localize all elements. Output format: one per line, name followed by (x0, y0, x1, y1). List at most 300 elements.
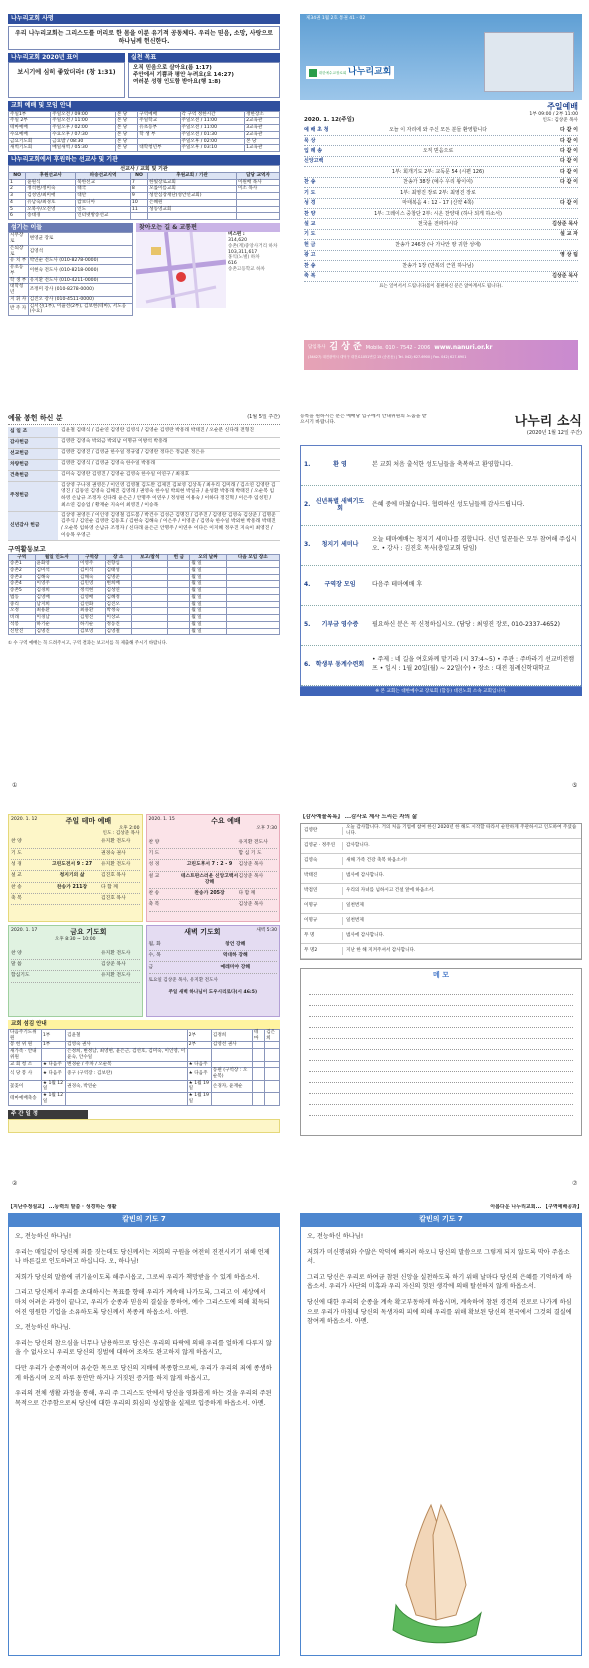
table-row (9, 186, 280, 193)
news-text: 은혜 중에 마쳤습니다. 협력하신 성도님들께 감사드립니다. (372, 500, 525, 508)
table-cell: 월 일 (190, 621, 226, 628)
thanks-row (301, 824, 581, 839)
logo-icon (309, 69, 317, 77)
offering-label: 십 일 조 (8, 427, 58, 437)
order-leader: 다 같 이 (560, 179, 578, 186)
table-cell: 김영철 (105, 628, 132, 635)
table-cell: ★ 다음주 (41, 1061, 65, 1068)
order-row (304, 240, 578, 250)
prayer-paragraph: 저희가 미신행위와 수많은 악덕에 빠지려 하오니 당신의 말씀으로 그렇게 되지 않도록 막아 주옵소서. (307, 1248, 570, 1266)
offering-row (8, 438, 280, 449)
table-cell (132, 628, 168, 635)
service-cell: 다 함 께 (100, 884, 118, 890)
thanks-name: 무 명 (301, 932, 343, 940)
table-cell (226, 588, 279, 595)
table-cell: 본 당 (115, 118, 137, 125)
news-intro: 등록을 원하시는 분은 예배당 입구에서 안내위원의 도움을 받으시기 바랍니다. (300, 414, 427, 425)
table-cell: 김성연 (105, 588, 132, 595)
table-cell: 월 일 (190, 615, 226, 622)
prayer-paragraph: 그리고 당신은 우리로 하여금 참된 신앙을 실천하도록 하기 위해 날마다 당신의 은혜를 기억하게 하옵소서. 우리가 사단의 미혹과 우리 자신의 헛된 생각에 의해 탈선하지 않게 하옵소서. (307, 1273, 572, 1291)
table-cell: 변희배 (105, 581, 132, 588)
table-cell (168, 561, 190, 568)
service-cell (181, 902, 239, 908)
news-num: 2. (304, 501, 311, 509)
table-row (9, 574, 280, 581)
order-leader: 김상준 목사 (552, 273, 578, 280)
service-cell: 성 경 (11, 862, 22, 868)
table-header-cell: 후원교회 / 기관 (148, 172, 237, 179)
table-row (9, 608, 280, 615)
table-cell: 김서진(1부), 이율선(2부), 김보현(테마), 서도웅(수요) (28, 303, 132, 315)
table-cell: 4 (9, 199, 26, 206)
dawn-sun: 주일 새벽 하나님이 도우시리로다(시 46:5) (168, 989, 258, 995)
table-cell: 월 일 (190, 588, 226, 595)
offering-row (8, 427, 280, 438)
news-label: 환 영 (333, 461, 347, 469)
group-title: 구역활동보고 (8, 545, 46, 554)
table-cell: 오정 (9, 608, 36, 615)
service-cell: 유지환 전도사 (100, 950, 131, 956)
table-cell (252, 1068, 264, 1080)
table-row (9, 258, 133, 265)
order-row (304, 251, 578, 261)
table-cell: 주일1부 (9, 111, 51, 118)
order-content: 찬송가 246장 (나 가나안 땅 귀한 성에) (395, 241, 481, 248)
table-row (9, 601, 280, 608)
table-cell: 하기순 (79, 621, 106, 628)
news-num: 3. (304, 541, 311, 549)
news-footer: ※ 본 교회는 대한예수교 장로회 (합동) 대전노회 소속 교회입니다. (300, 687, 582, 697)
left-tag: 【지난주정설교】 ...능력의 말씀 · 성경하는 생활 (8, 1204, 117, 1210)
order-row (304, 219, 578, 229)
table-row (9, 581, 280, 588)
table-cell: 2교육관 (245, 118, 280, 125)
table-cell: 이영주 (79, 561, 106, 568)
thanks-row (301, 914, 581, 929)
table-header-cell: 장 소 (105, 554, 132, 561)
bus-line: 314,620 (228, 238, 247, 244)
order-content: 1부: 회개기도 2부: 교독문 54 (시편 126) (391, 168, 485, 175)
cover-banner (300, 14, 582, 100)
order-label: 예 배 초 청 (304, 127, 329, 134)
table-row (9, 233, 133, 245)
table-cell (252, 1080, 264, 1092)
table-cell (168, 615, 190, 622)
table-cell: 김민영 (79, 581, 106, 588)
table-row (9, 131, 280, 138)
table-cell (187, 1049, 211, 1061)
offering-names: 김미숙 김영란 김영진 / 김영순 김영숙 한수일 이연구 / 최경호 (61, 471, 190, 477)
service-cell: 설 교 (11, 873, 22, 879)
table-cell (168, 628, 190, 635)
table-cell: 수요오후 / 07:30 (51, 131, 116, 138)
table-cell: 태국 (76, 186, 131, 193)
order-content: 마태복음 4 : 12 - 17 (신약 4쪽) (402, 200, 474, 207)
thanks-text: 일천번제 (346, 903, 364, 908)
service-row (149, 849, 278, 860)
bus-line: 송촌고등학교 하차 (228, 266, 265, 272)
order-row (304, 209, 578, 219)
memo-line (309, 1028, 573, 1039)
order-leader: 다 같 이 (560, 127, 578, 134)
practice-item: 여러분 성령 인도함 받아요(행 1:8) (132, 79, 221, 86)
thanks-row (301, 854, 581, 869)
cover-logo-sub: 대한예수교장로회 (318, 71, 347, 75)
news-num: 6. (304, 661, 311, 669)
service-row (11, 948, 140, 959)
table-row (9, 1080, 280, 1092)
fri-box (8, 925, 143, 1017)
table-cell: 월 일 (190, 608, 226, 615)
offering-label: 주정헌금 (8, 482, 58, 511)
thanks-name: 박태진 (301, 872, 343, 880)
service-row (11, 871, 140, 882)
table-cell: 인터넷방송선교 (76, 213, 131, 220)
table-cell: 동편 (구역장 : 오순복) (211, 1068, 252, 1080)
table-cell (226, 561, 279, 568)
table-cell (226, 621, 279, 628)
table-cell (265, 1068, 280, 1080)
table-cell: 최용환 (79, 608, 106, 615)
service-cell: 찬 송 (11, 884, 22, 890)
table-cell: 김윤철 (66, 1029, 188, 1041)
table-cell: 김미석 (35, 567, 79, 574)
table-cell: 박연순 전도사 (010-8278-0000) (28, 258, 132, 265)
order-content: 오직 믿음으로 (422, 147, 454, 154)
service-cell: 다 함 께 (238, 891, 256, 897)
thanks-name: 이명규 (301, 902, 343, 910)
footer-url[interactable]: www.nanuri.or.kr (434, 343, 493, 351)
table-row (9, 567, 280, 574)
order-row (304, 146, 578, 156)
table-cell: 김명진 (79, 615, 106, 622)
service-cell: 유지환 전도사 (100, 973, 131, 979)
service-cell (43, 896, 101, 902)
order-leader (530, 242, 578, 248)
table-cell: 이상교 (105, 615, 132, 622)
table-cell: 은혜원 (148, 199, 237, 206)
theme-box (8, 814, 143, 922)
order-row (304, 199, 578, 209)
service-cell: 찬 송 (148, 891, 160, 897)
memo-line (309, 984, 573, 995)
memo-line (309, 1083, 573, 1094)
table-cell: 새벽기도회 (9, 145, 51, 152)
cover-service: 주일예배 (547, 102, 578, 111)
table-cell: 2부 (187, 1029, 211, 1041)
table-cell: 1교육관 (245, 145, 280, 152)
order-leader: 설 교 자 (560, 231, 578, 238)
thanks-name: 박점연 (301, 887, 343, 895)
table-cell: 법동 (9, 594, 36, 601)
thanks-name: 무 명2 (301, 947, 343, 955)
table-cell: 1부 (41, 1042, 65, 1049)
table-row (9, 193, 280, 200)
table-cell: 변영균 장로 (28, 233, 132, 245)
duty-title: 교회 섬김 안내 (8, 1020, 280, 1029)
fri-date: 2020. 1. 17 (11, 928, 38, 933)
service-row (149, 900, 278, 911)
table-cell: 전향심 (105, 561, 132, 568)
table-cell: 오북수/오진영 (26, 206, 76, 213)
order-content (346, 231, 530, 237)
table-cell: 구역예배 (138, 111, 180, 118)
table-cell: 11 (130, 206, 147, 213)
memo-line (309, 1017, 573, 1028)
table-cell (265, 1042, 280, 1049)
news-label: 구역장 모임 (324, 581, 356, 589)
service-cell: 테스트판스러운 신앙고백서 강해 (180, 873, 239, 885)
table-header-cell: 헌 금 (168, 554, 190, 561)
news-item (301, 606, 581, 646)
worship-title: 교회 예배 및 모임 안내 (8, 101, 280, 111)
order-content: 1부: 최영진 장로 2부: 최영진 장로 (400, 189, 476, 196)
service-row (149, 860, 278, 871)
table-row (9, 145, 280, 152)
order-content (346, 138, 530, 144)
thanks-text: 범사에 감사합니다. (346, 873, 385, 878)
theme-time: 오후 2:00 (118, 825, 140, 831)
table-cell: 하기순 (35, 621, 79, 628)
table-row (9, 277, 133, 284)
table-row (9, 1042, 280, 1049)
service-row (149, 951, 278, 962)
offering-label: 선교헌금 (8, 449, 58, 459)
page-cover (300, 14, 582, 374)
service-row (11, 971, 140, 982)
prayer-paragraph: 오, 전능하신 하나님. (15, 1324, 71, 1332)
table-cell: 변경순 / 주차 / 오순복 (66, 1061, 188, 1068)
service-cell: 유지환 전도사 (238, 839, 268, 845)
table-cell (226, 567, 279, 574)
dawn-title: 새벽 기도회 (184, 928, 221, 936)
table-cell: 성동영교회 (148, 206, 237, 213)
table-row (9, 125, 280, 132)
table-row (9, 179, 280, 186)
footer-pastor-label: 담임목사 (308, 344, 326, 350)
news-text: 오늘 테마예배는 청지기 세미나를 겸합니다. 신년 일꾼들은 모두 참여해 주십시오. • 강사 : 김진호 목사(충일교회 담임) (372, 536, 577, 552)
table-cell: 학 생 부 (10, 277, 27, 283)
news-item (301, 566, 581, 606)
offering-names: 김영란 김영진 / 김영균 한수일 정규엽 / 김영란 정다은 정금분 정은유 (61, 449, 205, 455)
praying-hands-icon (371, 1495, 501, 1645)
table-cell: 대학청년 (9, 284, 29, 296)
table-cell (168, 621, 190, 628)
service-cell: 찬 양 (148, 839, 160, 845)
table-cell: 정석현 (79, 588, 106, 595)
table-cell: 1부 (41, 1029, 65, 1041)
thanks-text: 새해 가족 건강 축복 하옵소서! (346, 858, 407, 863)
news-item (301, 446, 581, 486)
table-cell (130, 213, 147, 220)
table-cell (132, 588, 168, 595)
news-item (301, 646, 581, 686)
order-label: 축 복 (304, 273, 316, 280)
table-row (9, 206, 280, 213)
table-cell (226, 574, 279, 581)
prayer-paragraph: 오, 전능하신 하나님! (307, 1233, 364, 1240)
table-cell: 교 회 청 소 (9, 1061, 42, 1068)
table-cell: 주일오후 / 03:10 (180, 145, 245, 152)
church-building (484, 32, 574, 92)
cover-times: 1부 09:00 / 2부 11:00 (529, 112, 578, 117)
order-label: 묵 상 (304, 137, 316, 144)
table-cell (252, 1061, 264, 1068)
vision-text: 우리 나누리교회는 그리스도를 머리로 한 몸을 이룬 유기적 공동체다. 우리는 믿음, 소망, 사랑으로 하나님께 헌신한다. (8, 26, 280, 50)
table-cell: 김정희 (211, 1029, 252, 1041)
thanks-text: 감사합니다. (346, 843, 370, 848)
table-cell: 꽃꽂이 (9, 1080, 42, 1092)
table-cell: 유초등부 (9, 265, 29, 277)
table-cell (148, 213, 237, 220)
service-cell: 금 (148, 964, 154, 970)
order-of-worship (300, 125, 582, 282)
table-cell (132, 621, 168, 628)
table-cell (138, 138, 180, 145)
table-cell: 금요밤 / 08:30 (51, 138, 116, 145)
service-cell: 김상준 목사 (238, 873, 264, 879)
table-cell: 7 (130, 179, 147, 186)
table-cell: 중리 (9, 601, 36, 608)
service-cell: 김상준 목사 (238, 902, 264, 908)
footer-address: (34427) 대전광역시 대덕구 대전로1051번길 15 (송촌동) | Tel. 042) 627-6900 | Fax. 042) 627-6901 (308, 355, 467, 360)
prayer-text-left (8, 1226, 280, 1656)
page-prayer-left (8, 1204, 280, 1664)
table-cell: 송촌2 (9, 567, 36, 574)
news-list (300, 445, 582, 687)
table-cell: ★ 1월 19일 (187, 1080, 211, 1092)
memo-line (309, 1072, 573, 1083)
table-row (9, 628, 280, 635)
table-cell: 김혜정 (105, 594, 132, 601)
table-header-cell: 구역장 (79, 554, 106, 561)
order-label: 신앙고백 (304, 158, 324, 165)
table-cell: 주일학교 (138, 118, 180, 125)
table-header-cell: NO (9, 172, 26, 179)
news-label: 기부금 영수증 (321, 621, 359, 629)
table-cell (236, 199, 279, 206)
service-row (149, 872, 278, 889)
prayer-paragraph: 다만 우리가 순종적이며 유순한 목으로 당신의 지배에 복종함으로써, 우리가 우리의 죄에 종생하게 하옵시며 오직 하루 동안만 하거나 거짓된 증거를 하지 않게 하옵시고, (15, 1365, 272, 1382)
order-leader: 영 상 팀 (560, 252, 578, 259)
prayer-paragraph: 그리고 당신께서 우리를 초대하시는 목표를 향해 우리가 계속해 나가도록, 그리고 이 세상에서 마치 어려운 과정이 끝나고, 우리가 순종과 믿음의 결실을 통하여, 예수 그리스도에 의해 획득되어진 영원한 기업을 소유하도록 당신께서 복종케 하옵소서. 아멘. (15, 1289, 270, 1316)
cover-preacher: 인도: 김상준 목사 (542, 117, 578, 123)
table-cell: 반 주 자 (9, 303, 29, 315)
table-cell: 주일오후 / 02:00 (180, 138, 245, 145)
table-header-cell: 후원선교사 (26, 172, 76, 179)
order-leader: 다 같 이 (560, 168, 578, 175)
thanks-row (301, 899, 581, 914)
table-row (9, 265, 133, 277)
service-row (11, 894, 140, 905)
table-row (9, 561, 280, 568)
table-cell: 주일 2부 (9, 118, 51, 125)
service-row (149, 837, 278, 848)
prayer-title-right: 칼빈의 기도 7 (300, 1213, 582, 1226)
table-cell: 5 (9, 206, 26, 213)
table-cell: 주일오후 / 02:00 (51, 125, 116, 132)
order-row (304, 167, 578, 177)
table-cell: 이현숙 전도사 (010-8218-0000) (28, 265, 132, 277)
service-cell: 찬 양 (11, 839, 22, 845)
table-cell: 유지환 전도사 (010-4211-0000) (28, 277, 132, 284)
table-cell: 봉 헌 위 원 (9, 1042, 42, 1049)
dawn-time: 새벽 5:30 (256, 928, 277, 933)
dawn-sat: 토요일 김상준 목사, 유지환 전도사 (148, 977, 218, 983)
table-cell (132, 561, 168, 568)
table-cell: 권경숙, 박연순 (66, 1080, 188, 1092)
order-leader (530, 211, 578, 217)
order-label: 헌 금 (304, 241, 316, 248)
page-number: ② (12, 1180, 18, 1187)
table-cell: 수요예배 (9, 131, 51, 138)
service-cell: 찬송가 211장 (56, 884, 88, 890)
table-cell (132, 581, 168, 588)
thanks-name: 김영숙 (301, 857, 343, 865)
table-cell: ★ 다음주 (187, 1068, 211, 1080)
table-cell (265, 1049, 280, 1061)
bus-line: 송촌(계)중앙사거리 하차 (228, 243, 278, 249)
mission-table (8, 172, 280, 220)
table-cell: 본 당 (245, 138, 280, 145)
table-cell: 3교육관 (245, 125, 280, 132)
table-cell: 1 (9, 179, 26, 186)
table-cell: 중구 (구역장 : 김보란) (66, 1068, 188, 1080)
thanks-row (301, 944, 581, 959)
table-cell (168, 608, 190, 615)
table-cell: ★ 다음주 (41, 1068, 65, 1080)
prayer-paragraph: 우리는 당신의 참으심을 너무나 남용하므로 당신은 우리의 타락에 의해 우리를 얼하게 다루지 않을 수 없사오니 우리로 당신의 징벌에 대하여 조차도 완고하지 않게 하옵시고, (15, 1339, 272, 1357)
order-row (304, 230, 578, 240)
memo-title: 메 모 (433, 970, 449, 979)
bus-line: 616 (228, 261, 237, 267)
theme-date: 2020. 1. 12 (11, 817, 38, 822)
table-cell: 인도 (76, 206, 131, 213)
worship-table (8, 111, 280, 152)
table-cell (226, 581, 279, 588)
table-cell: 윤화영 (35, 561, 79, 568)
page-number: ⑦ (572, 1180, 578, 1187)
service-cell: 기 도 (148, 851, 160, 857)
thanks-name: 김영균 · 정주연 (301, 842, 343, 850)
thanks-name: 김영란 (301, 827, 343, 835)
news-item (301, 486, 581, 526)
table-cell (236, 213, 279, 220)
page-prayer-right (300, 1204, 582, 1664)
page-info (8, 14, 280, 374)
table-cell: 학 생 부 (138, 131, 180, 138)
offering-list (8, 427, 280, 542)
cover-logo: 나누리교회 (347, 67, 392, 77)
table-cell: 김보영 (79, 628, 106, 635)
cover-note: 표는 일어서서 드립니다(몸이 불편하신 분은 앉아계셔도 됩니다). (379, 284, 503, 290)
table-cell: 비래 (9, 615, 36, 622)
table-cell (132, 567, 168, 574)
sched-box (8, 1119, 280, 1133)
table-cell: ★ 1월 12일 (41, 1093, 65, 1105)
table-cell: 한빛장로교회 (148, 179, 237, 186)
table-cell: 월 일 (190, 561, 226, 568)
table-cell (226, 594, 279, 601)
thanks-text: 우리의 자녀를 넘하시고 건설 앞에 하옵소서. (346, 888, 435, 893)
news-num: 1. (304, 461, 311, 469)
table-cell: 박정숙 (105, 608, 132, 615)
table-cell (226, 601, 279, 608)
table-cell: 본 당 (115, 145, 137, 152)
table-header-cell: 다음 모임 장소 (226, 554, 279, 561)
table-cell: 2교육관 (245, 131, 280, 138)
service-cell: 유지환 전도사 (100, 839, 131, 845)
